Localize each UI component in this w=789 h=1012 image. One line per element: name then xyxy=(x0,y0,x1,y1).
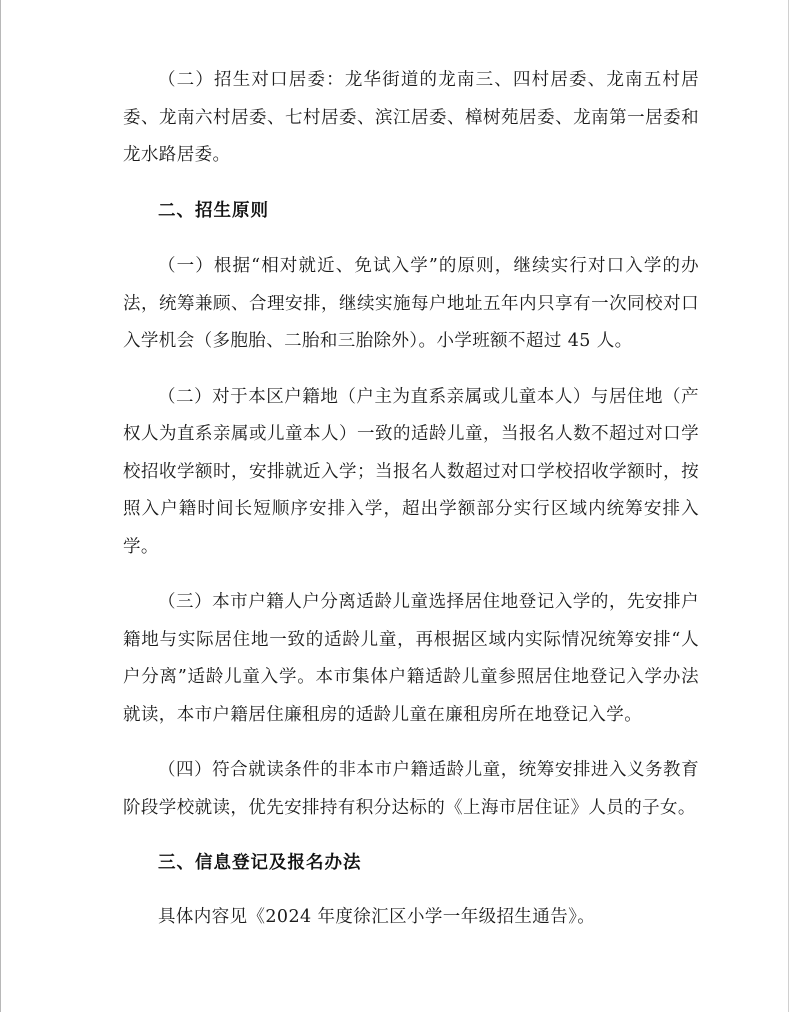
spacer xyxy=(123,566,699,584)
spacer xyxy=(123,734,699,752)
spacer xyxy=(123,827,699,845)
paragraph-principle-3: （三）本市户籍人户分离适龄儿童选择居住地登记入学的，先安排户籍地与实际居住地一致的适龄儿童，再根据区域内实际情况统筹安排“人户分离”适龄儿童入学。本市集体户籍适龄儿童参照居住地登记入学办法就读，本市户籍居住廉租房的适龄儿童在廉租房所在地登记入学。 xyxy=(123,592,699,725)
spacer xyxy=(123,175,699,193)
spacer xyxy=(123,883,699,899)
section-heading-principles: 二、招生原则 xyxy=(158,200,269,221)
paragraph-principle-2: （二）对于本区户籍地（户主为直系亲属或儿童本人）与居住地（产权人为直系亲属或儿童本人）一致的适龄儿童，当报名人数不超过对口学校招收学额时，安排就近入学；当报名人数超过对口学校招收学额时，按照入户籍时间长短顺序安排入学，超出学额部分实行区域内统筹安排入学。 xyxy=(123,386,699,557)
document-body xyxy=(123,62,699,936)
paragraph-registration-details: 具体内容见《2024 年度徐汇区小学一年级招生通告》。 xyxy=(158,906,596,927)
section-heading-registration: 三、信息登记及报名办法 xyxy=(158,853,362,873)
paragraph-principle-4: （四）符合就读条件的非本市户籍适龄儿童，统筹安排进入义务教育阶段学校就读，优先安排持有积分达标的《上海市居住证》人员的子女。 xyxy=(123,760,699,818)
paragraph-principle-1: （一）根据“相对就近、免试入学”的原则，继续实行对口入学的办法，统筹兼顾、合理安排，继续实施每户地址五年内只享有一次同校对口入学机会（多胞胎、二胎和三胎除外）。小学班额不超过 45 人。 xyxy=(123,256,699,351)
paragraph-enrollment-committees: （二）招生对口居委：龙华街道的龙南三、四村居委、龙南五村居委、龙南六村居委、七村居委、滨江居委、樟树苑居委、龙南第一居委和龙水路居委。 xyxy=(123,70,699,165)
spacer xyxy=(123,361,699,379)
spacer xyxy=(123,230,699,248)
